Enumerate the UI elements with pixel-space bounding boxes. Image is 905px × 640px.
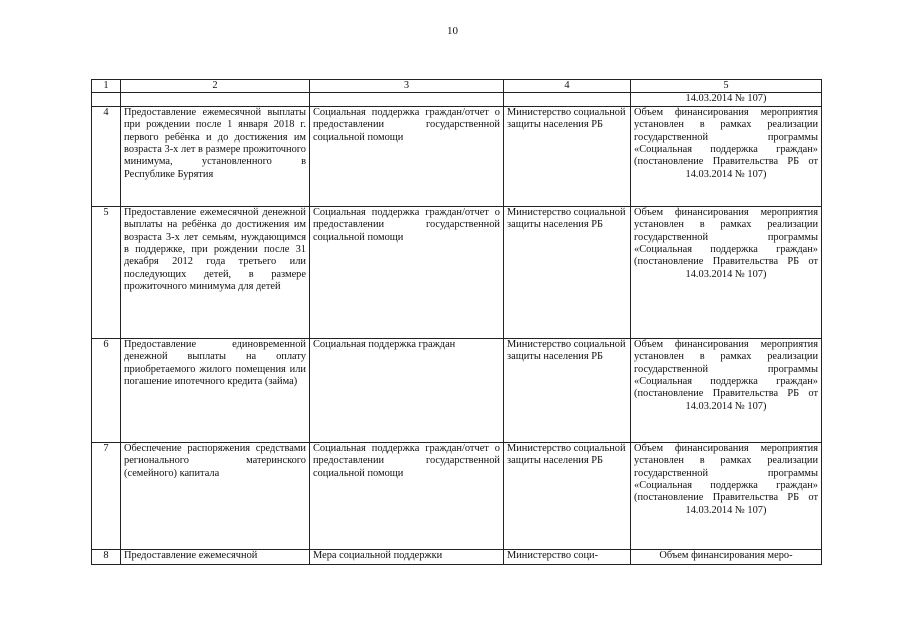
financing-note: Объем финансирования меро- — [631, 549, 822, 564]
responsible-org: Министерство социальной защиты населения РБ — [504, 206, 631, 338]
measure-name: Предоставление ежемесячной — [121, 549, 310, 564]
row-number: 4 — [92, 106, 121, 206]
row-number: 7 — [92, 442, 121, 549]
responsible-org: Министерство социальной защиты населения РБ — [504, 338, 631, 442]
measure-type: Социальная поддержка граждан/отчет о предоставлении государственной социальной помощи — [310, 106, 504, 206]
responsible-org: Министерство социальной защиты населения РБ — [504, 442, 631, 549]
row-number: 8 — [92, 549, 121, 564]
measure-name: Обеспечение распоряжения средствами регионального материнского (семейного) капитала — [121, 442, 310, 549]
table-row — [92, 338, 822, 442]
continuation-cell-4 — [504, 93, 631, 106]
financing-note: Объем финансирования мероприятия установлен в рамках реализации государственной программы «Социальная поддержка граждан» (постановление Правительства РБ от 14.03.2014 № 107) — [631, 338, 822, 442]
continuation-cell-3 — [310, 93, 504, 106]
table-row — [92, 206, 822, 338]
continuation-cell-1 — [92, 93, 121, 106]
responsible-org: Министерство социальной защиты населения РБ — [504, 106, 631, 206]
financing-note: Объем финансирования мероприятия установлен в рамках реализации государственной программы «Социальная поддержка граждан» (постановление Правительства РБ от 14.03.2014 № 107) — [631, 106, 822, 206]
column-number-4: 4 — [504, 80, 631, 93]
table-row — [92, 106, 822, 206]
continuation-row — [92, 93, 822, 106]
financing-note: Объем финансирования мероприятия установлен в рамках реализации государственной программы «Социальная поддержка граждан» (постановление Правительства РБ от 14.03.2014 № 107) — [631, 206, 822, 338]
continuation-cell-2 — [121, 93, 310, 106]
row-number: 5 — [92, 206, 121, 338]
table-row — [92, 442, 822, 549]
column-number-5: 5 — [631, 80, 822, 93]
measures-table — [91, 79, 822, 565]
continuation-cell-5: 14.03.2014 № 107) — [631, 93, 822, 106]
measure-type: Социальная поддержка граждан/отчет о предоставлении государственной социальной помощи — [310, 442, 504, 549]
row-number: 6 — [92, 338, 121, 442]
measure-name: Предоставление ежемесячной выплаты при рождении после 1 января 2018 г. первого ребёнка и до достижения им возраста 3-х лет в размере прожиточного минимума, установленного в Республике Бурятия — [121, 106, 310, 206]
financing-note: Объем финансирования мероприятия установлен в рамках реализации государственной программы «Социальная поддержка граждан» (постановление Правительства РБ от 14.03.2014 № 107) — [631, 442, 822, 549]
measure-type: Мера социальной поддержки — [310, 549, 504, 564]
measure-name: Предоставление единовременной денежной выплаты на оплату приобретаемого жилого помещения или погашение ипотечного кредита (займа) — [121, 338, 310, 442]
column-number-3: 3 — [310, 80, 504, 93]
table-row — [92, 549, 822, 564]
column-number-1: 1 — [92, 80, 121, 93]
measure-type: Социальная поддержка граждан — [310, 338, 504, 442]
column-number-2: 2 — [121, 80, 310, 93]
page-number: 10 — [447, 25, 458, 37]
measure-name: Предоставление ежемесячной денежной выплаты на ребёнка до достижения им возраста 3-х лет семьям, нуждающимся в поддержке, при рождении после 31 декабря 2012 года третьего или последующих детей, в размере прожиточного минимума для детей — [121, 206, 310, 338]
measure-type: Социальная поддержка граждан/отчет о предоставлении государственной социальной помощи — [310, 206, 504, 338]
responsible-org: Министерство соци- — [504, 549, 631, 564]
column-number-row — [92, 80, 822, 93]
